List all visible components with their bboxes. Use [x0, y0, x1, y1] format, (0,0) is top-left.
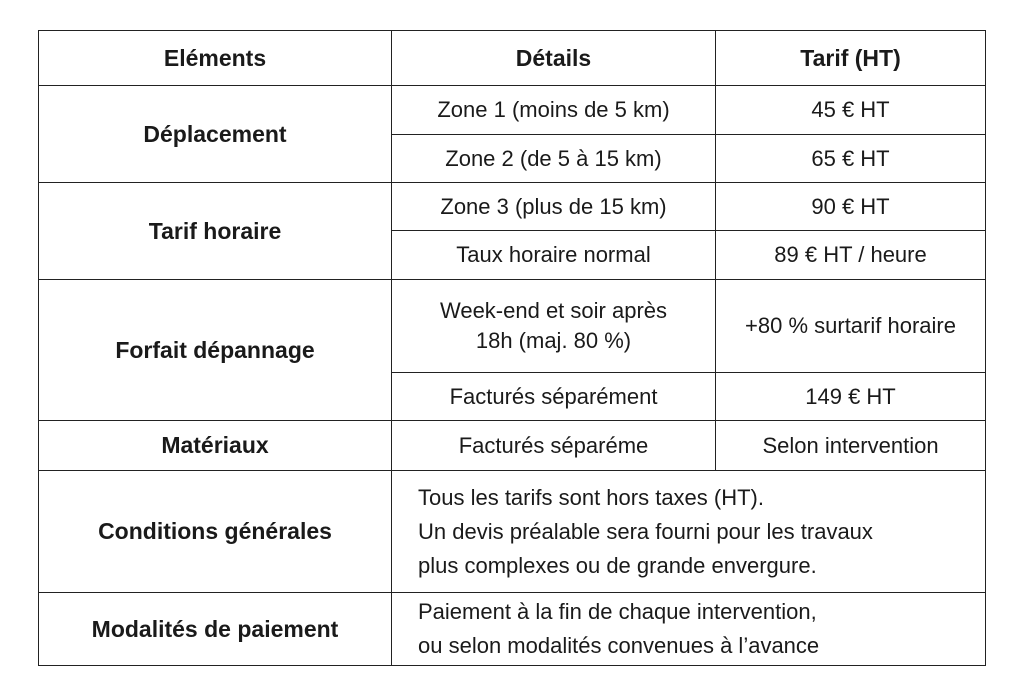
element-deplacement: Déplacement [39, 86, 392, 183]
conditions-text [392, 471, 986, 593]
header-tarif: Tarif (HT) [716, 31, 986, 86]
element-tarif-horaire: Tarif horaire [39, 183, 392, 280]
element-modalites-paiement: Modalités de paiement [39, 593, 392, 666]
table-row [39, 86, 986, 135]
table-row [39, 593, 986, 666]
element-materiaux: Matériaux [39, 421, 392, 471]
table-row [39, 280, 986, 373]
header-details: Détails [392, 31, 716, 86]
text-line: Un devis préalable sera fourni pour les travaux [418, 518, 873, 544]
table-row [39, 471, 986, 593]
tarif-cell: 149 € HT [716, 373, 986, 421]
detail-cell: Facturés séparéme [392, 421, 716, 471]
element-conditions-generales: Conditions générales [39, 471, 392, 593]
header-elements: Eléments [39, 31, 392, 86]
table-row [39, 421, 986, 471]
detail-cell [392, 280, 716, 373]
tarif-cell: 65 € HT [716, 135, 986, 183]
pricing-table [38, 30, 986, 666]
detail-cell: Zone 2 (de 5 à 15 km) [392, 135, 716, 183]
detail-cell: Zone 3 (plus de 15 km) [392, 183, 716, 231]
detail-cell: Facturés séparément [392, 373, 716, 421]
text-line: Paiement à la fin de chaque intervention, [418, 599, 817, 624]
tarif-cell: +80 % surtarif horaire [716, 280, 986, 373]
tarif-cell: Selon intervention [716, 421, 986, 471]
detail-line: Week-end et soir après [439, 298, 668, 323]
paiement-text [392, 593, 986, 666]
table-row [39, 183, 986, 231]
tarif-cell: 45 € HT [716, 86, 986, 135]
tarif-cell: 90 € HT [716, 183, 986, 231]
text-line: ou selon modalités convenues à l’avance [418, 633, 820, 658]
element-forfait-depannage: Forfait dépannage [39, 280, 392, 421]
detail-cell: Taux horaire normal [392, 231, 716, 280]
tarif-cell: 89 € HT / heure [716, 231, 986, 280]
text-line: Tous les tarifs sont hors taxes (HT). [418, 484, 764, 510]
text-line: plus complexes ou de grande envergure. [418, 552, 817, 578]
header-row [39, 31, 986, 86]
detail-cell: Zone 1 (moins de 5 km) [392, 86, 716, 135]
detail-line: 18h (maj. 80 %) [475, 328, 632, 353]
